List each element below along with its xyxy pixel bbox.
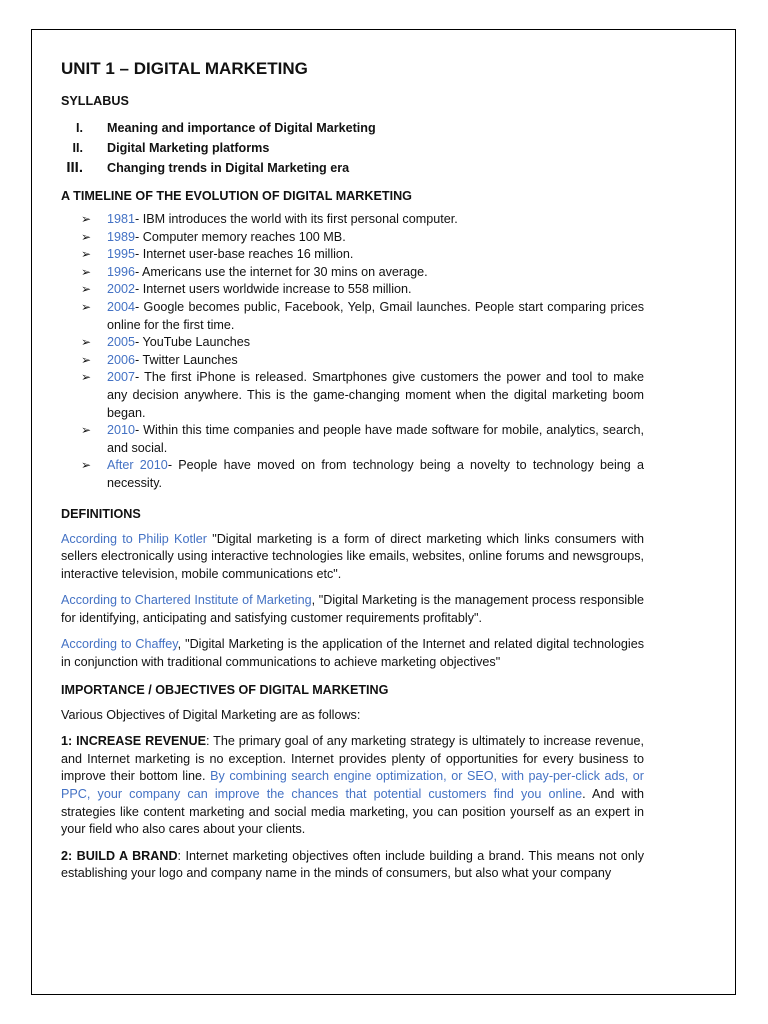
timeline-text: - Twitter Launches [135, 352, 238, 367]
arrow-bullet-icon: ➢ [81, 335, 92, 350]
timeline-item [61, 281, 644, 299]
timeline-text: - Within this time companies and people have made software for mobile, analytics, search, and social. [107, 423, 644, 455]
timeline-year: 2007 [107, 370, 136, 385]
definition-paragraph [61, 592, 644, 627]
timeline-item [61, 457, 644, 492]
syllabus-item-label: Meaning and importance of Digital Marketing [107, 121, 376, 135]
timeline-year: 1995 [107, 247, 136, 262]
importance-intro: Various Objectives of Digital Marketing are as follows: [61, 707, 361, 722]
definition-source: According to Philip Kotler [61, 531, 207, 546]
definition-text: , "Digital Marketing is the management process responsible for identifying, anticipating and satisfying customer requirements profitably". [61, 593, 644, 625]
arrow-bullet-icon: ➢ [81, 458, 92, 473]
objective-text: : Internet marketing objectives often include building a brand. This means not only establishing your logo and company name in the minds of consumers, but also what your company [61, 848, 644, 881]
timeline-text: - The first iPhone is released. Smartphones give customers the power and tool to make any decision anywhere. This is the game-changing moment when the digital marketing boom began. [107, 370, 644, 420]
arrow-bullet-icon: ➢ [81, 423, 92, 438]
timeline-item [61, 211, 644, 229]
timeline-text: - People have moved on from technology being a novelty to technology being a necessity. [107, 458, 644, 490]
syllabus-item-number: III. [66, 159, 83, 176]
syllabus-heading: SYLLABUS [61, 94, 129, 108]
arrow-bullet-icon: ➢ [81, 212, 92, 226]
timeline-text: - YouTube Launches [135, 335, 251, 350]
syllabus-item [61, 118, 644, 138]
arrow-bullet-icon: ➢ [81, 370, 92, 385]
arrow-bullet-icon: ➢ [81, 264, 92, 279]
timeline-item [61, 352, 644, 370]
arrow-bullet-icon: ➢ [81, 282, 92, 297]
timeline-year: 1989 [107, 229, 136, 244]
syllabus-item [61, 138, 644, 158]
document-content [61, 58, 644, 892]
definition-paragraph [61, 531, 644, 584]
page-title: UNIT 1 – DIGITAL MARKETING [61, 59, 308, 78]
syllabus-item-number: II. [72, 141, 83, 155]
timeline-year: 2005 [107, 335, 136, 350]
timeline-text: - Internet users worldwide increase to 558 million. [135, 282, 412, 297]
objective-paragraph [61, 733, 644, 839]
objective-label: 2: BUILD A BRAND [61, 848, 178, 863]
objective-label: 1: INCREASE REVENUE [61, 734, 206, 749]
importance-heading: IMPORTANCE / OBJECTIVES OF DIGITAL MARKETING [61, 682, 389, 697]
objective-highlight: By combining search engine optimization, or SEO, with pay-per-click ads, or PPC, your company can improve the chances that potential customers find you online [61, 769, 645, 802]
timeline-item [61, 264, 644, 282]
arrow-bullet-icon: ➢ [81, 352, 92, 367]
syllabus-item-label: Changing trends in Digital Marketing era [107, 161, 350, 175]
timeline-text: - Computer memory reaches 100 MB. [135, 229, 346, 244]
timeline-year: 2006 [107, 352, 136, 367]
syllabus-item [61, 158, 644, 178]
timeline-item [61, 369, 644, 422]
definition-paragraph [61, 636, 644, 671]
timeline-item [61, 334, 644, 352]
syllabus-item-number: I. [76, 121, 83, 135]
timeline-text: - Google becomes public, Facebook, Yelp, Gmail launches. People start comparing prices online for the first time. [107, 299, 644, 332]
timeline-year: 2002 [107, 282, 136, 297]
timeline-year: 2004 [107, 299, 136, 314]
arrow-bullet-icon: ➢ [81, 247, 92, 262]
timeline-text: - Internet user-base reaches 16 million. [135, 247, 354, 262]
syllabus-list [61, 118, 644, 178]
definition-source: According to Chaffey [61, 637, 178, 652]
timeline-year: After 2010 [107, 458, 168, 473]
timeline-item [61, 246, 644, 264]
definition-text: "Digital marketing is a form of direct marketing which links consumers with sellers electronically using interactive technologies like emails, websites, online forums and newsgroups, interactive television, mobile communications etc". [61, 531, 644, 581]
timeline-item [61, 422, 644, 457]
syllabus-item-label: Digital Marketing platforms [107, 141, 270, 155]
definition-source: According to Chartered Institute of Marketing [61, 593, 312, 608]
timeline-heading: A TIMELINE OF THE EVOLUTION OF DIGITAL MARKETING [61, 189, 412, 203]
definitions-heading: DEFINITIONS [61, 506, 141, 521]
timeline-item [61, 229, 644, 247]
timeline-item [61, 299, 644, 334]
timeline-text: - Americans use the internet for 30 mins on average. [135, 264, 428, 279]
objective-text: : The primary goal of any marketing strategy is ultimately to increase revenue, and Internet marketing is no exception. Internet provides plenty of opportunities for every business to improve their bottom line. [61, 734, 644, 784]
timeline-year: 2010 [107, 423, 136, 438]
timeline-year: 1996 [107, 264, 136, 279]
arrow-bullet-icon: ➢ [81, 229, 92, 244]
timeline-year: 1981 [107, 212, 136, 226]
objective-text: . And with strategies like content marketing and social media marketing, you can position yourself as an expert in your field who also cares about your clients. [61, 787, 644, 837]
definition-text: , "Digital Marketing is the application of the Internet and related digital technologies in conjunction with traditional communications to achieve marketing objectives" [61, 637, 645, 670]
objective-paragraph [61, 848, 644, 883]
timeline-list [61, 211, 644, 493]
arrow-bullet-icon: ➢ [81, 299, 92, 314]
timeline-text: - IBM introduces the world with its first personal computer. [135, 212, 458, 226]
